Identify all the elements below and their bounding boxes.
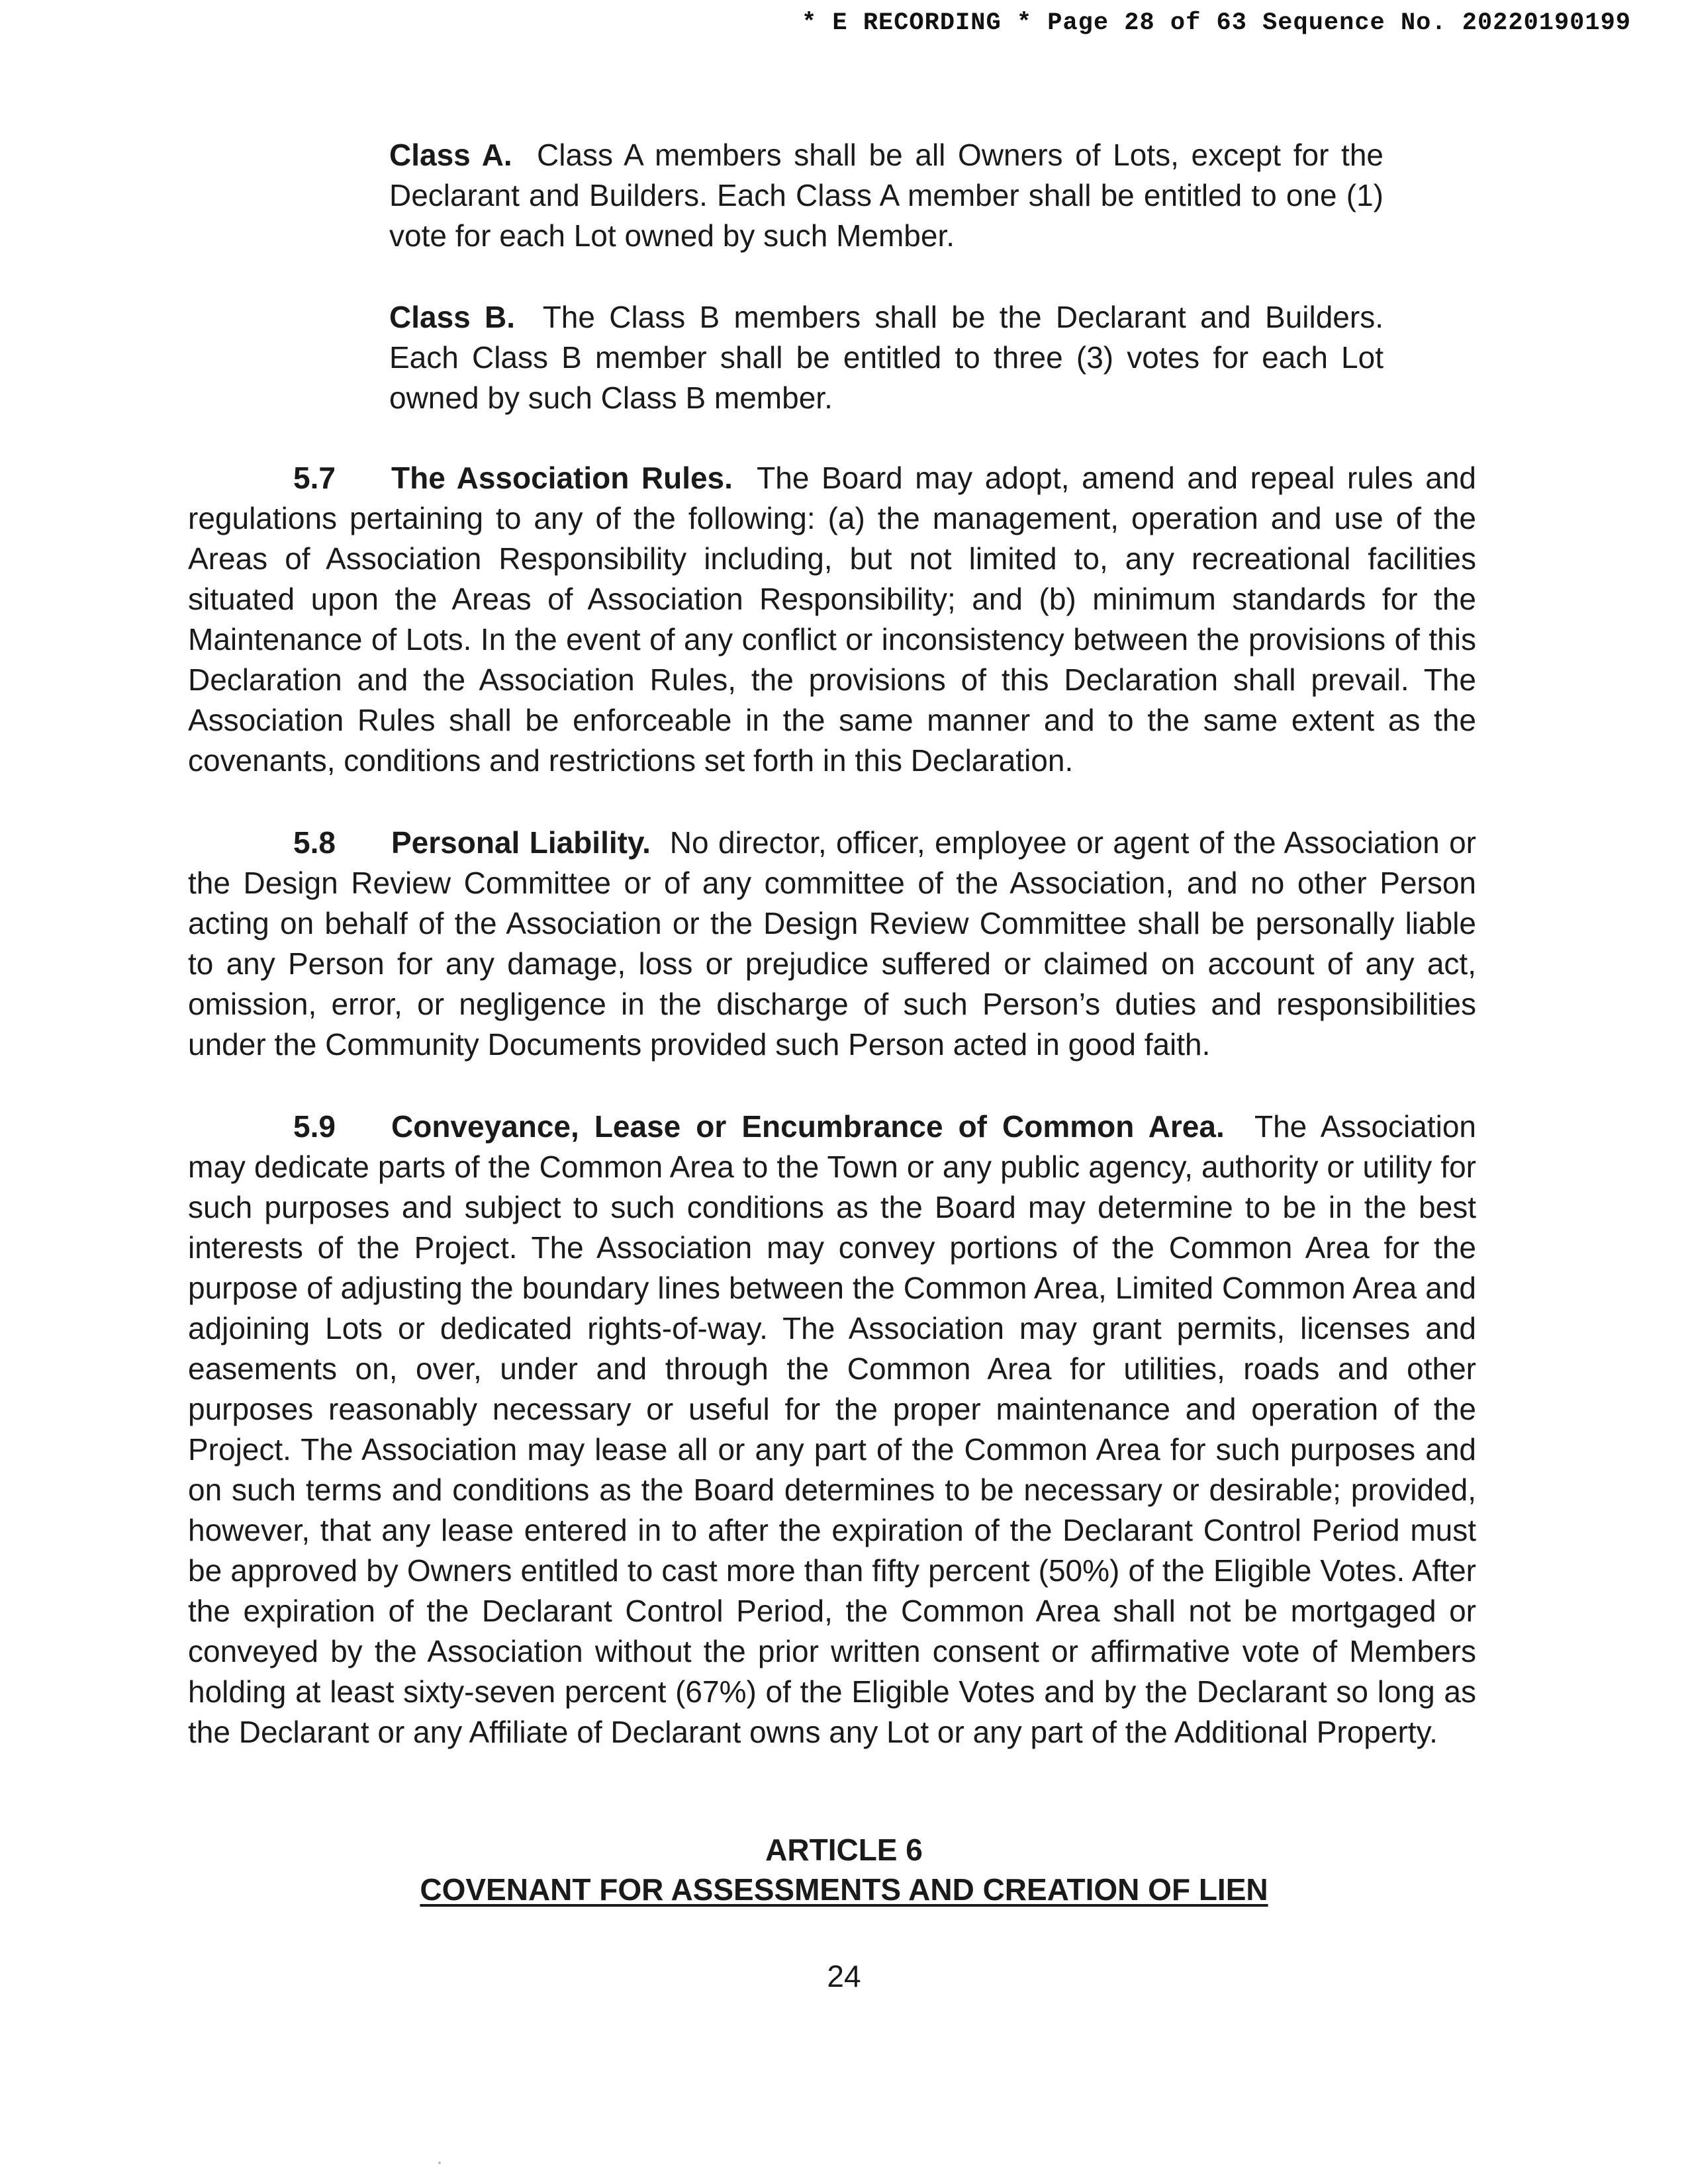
section-5-9 [188,1107,1476,1752]
class-b-paragraph [389,297,1383,418]
section-text: The Association may dedicate parts of the Common Area to the Town or any public agency, authority or utility for such purposes and subject to such conditions as the Board may determine to be in the best interests of the Project. The Association may convey portions of the Common Area for the purpose of adjusting the boundary lines between the Common Area, Limited Common Area and adjoining Lots or dedicated rights-of-way. The Association may grant permits, licenses and easements on, over, under and through the Common Area for utilities, roads and other purposes reasonably necessary or useful for the proper maintenance and operation of the Project. The Association may lease all or any part of the Common Area for such purposes and on such terms and conditions as the Board determines to be necessary or desirable; provided, however, that any lease entered in to after the expiration of the Declarant Control Period must be approved by Owners entitled to cast more than fifty percent (50%) of the Eligible Votes. After the expiration of the Declarant Control Period, the Common Area shall not be mortgaged or conveyed by the Association without the prior written consent or affirmative vote of Members holding at least sixty-seven percent (67%) of the Eligible Votes and by the Declarant so long as the Declarant or any Affiliate of Declarant owns any Lot or any part of the Additional Property. [188,1109,1476,1749]
class-b-text: The Class B members shall be the Declarant and Builders. Each Class B member shall be entitled to three (3) votes for each Lot owned by such Class B member. [389,300,1383,415]
section-text: The Board may adopt, amend and repeal rules and regulations pertaining to any of the following: (a) the management, operation and use of the Areas of Association Responsibility including, but not limited to, any recreational facilities situated upon the Areas of Association Responsibility; and (b) minimum standards for the Maintenance of Lots. In the event of any conflict or inconsistency between the provisions of this Declaration and the Association Rules, the provisions of this Declaration shall prevail. The Association Rules shall be enforceable in the same manner and to the same extent as the covenants, conditions and restrictions set forth in this Declaration. [188,461,1476,778]
page-number: 24 [827,1959,861,1993]
recording-stamp: * E RECORDING * Page 28 of 63 Sequence No. 20220190199 [802,9,1631,37]
section-number: 5.9 [293,1109,336,1144]
section-5-8 [188,823,1476,1065]
article-heading: ARTICLE 6 [765,1833,923,1867]
class-b-label: Class B. [389,300,516,334]
article-title [0,1870,1688,1909]
section-title: Conveyance, Lease or Encumbrance of Common Area. [391,1109,1225,1144]
section-5-7 [188,458,1476,781]
scan-speck [438,2161,441,2164]
section-number: 5.7 [293,461,336,495]
class-a-label: Class A. [389,138,512,172]
section-title: Personal Liability. [391,825,651,860]
article-title-text: COVENANT FOR ASSESSMENTS AND CREATION OF LIEN [420,1872,1268,1907]
section-title: The Association Rules. [391,461,733,495]
section-number: 5.8 [293,825,336,860]
section-text: No director, officer, employee or agent of the Association or the Design Review Committee or of any committee of the Association, and no other Person acting on behalf of the Association or the Design Review Committee shall be personally liable to any Person for any damage, loss or prejudice suffered or claimed on account of any act, omission, error, or negligence in the discharge of such Person’s duties and responsibilities under the Community Documents provided such Person acted in good faith. [188,825,1476,1062]
class-a-paragraph [389,135,1383,256]
class-a-text: Class A members shall be all Owners of Lots, except for the Declarant and Builders. Each Class A member shall be entitled to one (1) vote for each Lot owned by such Member. [389,138,1384,253]
